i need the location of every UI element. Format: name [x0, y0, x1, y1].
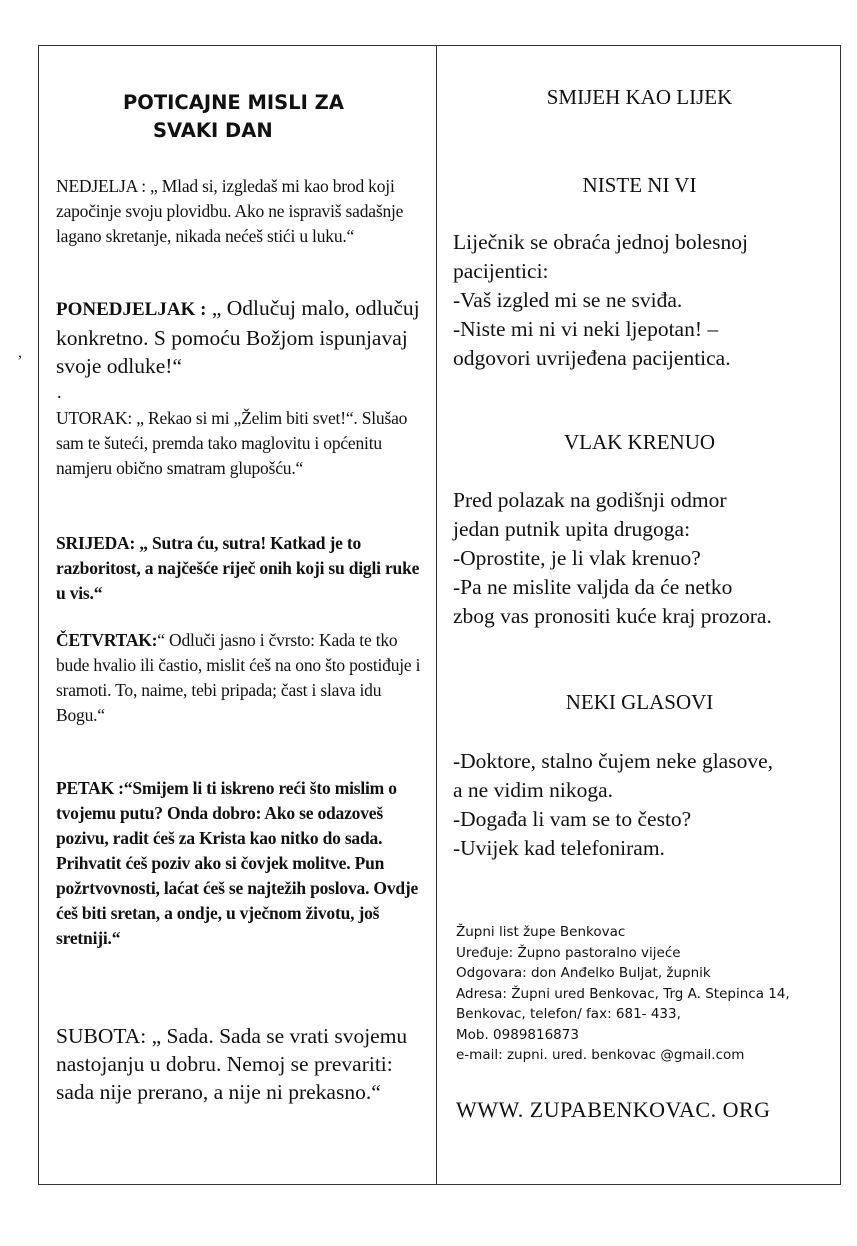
cetvrtak-label: ČETVRTAK: — [56, 630, 158, 650]
left-title-line-1: POTICAJNE MISLI ZA — [123, 91, 344, 114]
left-title-line-2: SVAKI DAN — [153, 119, 273, 142]
joke-2-body — [453, 486, 838, 631]
ponedjeljak-text: „ Odlučuj malo, odlučuj konkretno. S pomoću Božjom ispunjavaj svoje odluke!“ — [56, 296, 420, 378]
joke-2-line: jedan putnik upita drugoga: — [453, 517, 691, 541]
subota-paragraph: SUBOTA: „ Sada. Sada se vrati svojemu nastojanju u dobru. Nemoj se prevariti: sada nije prerano, a nije ni prekasno.“ — [56, 1024, 408, 1104]
nedjelja-paragraph: NEDJELJA : „ Mlad si, izgledaš mi kao brod koji započinje svoju plovidbu. Ako ne ispraviš sadašnje lagano skretanje, nikada nećeš stići u luku.“ — [56, 176, 404, 246]
joke-2-line: Pred polazak na godišnji odmor — [453, 488, 727, 512]
separator-dot: . — [57, 382, 62, 402]
info-line: Župni list župe Benkovac — [456, 924, 626, 940]
joke-1-line: -Vaš izgled mi se ne sviđa. — [453, 288, 683, 312]
info-line: Adresa: Župni ured Benkovac, Trg A. Stepinca 14, — [456, 985, 790, 1002]
joke-3-line: a ne vidim nikoga. — [453, 778, 614, 802]
petak-paragraph: PETAK :“Smijem li ti iskreno reći što mislim o tvojemu putu? Onda dobro: Ako se odazoveš pozivu, radit ćeš za Krista kao nitko do sada. Prihvatit ćeš poziv ako si čovjek molitve. Pun požrtvovnosti, laćat ćeš se najtežih poslova. Ovdje ćeš biti sretan, a ondje, u vječnom životu, još sretniji.“ — [56, 778, 419, 948]
parish-info — [456, 922, 841, 1066]
joke-2-line: -Pa ne mislite valjda da će netko — [453, 575, 733, 599]
ponedjeljak-label: PONEDJELJAK : — [56, 299, 207, 320]
info-line: Benkovac, telefon/ fax: 681- 433, — [456, 1006, 681, 1022]
joke-3-line: -Doktore, stalno čujem neke glasove, — [453, 749, 774, 773]
joke-3-body — [453, 747, 838, 863]
website-url: WWW. ZUPABENKOVAC. ORG — [456, 1097, 771, 1122]
joke-2-heading: VLAK KRENUO — [563, 430, 716, 454]
column-divider — [436, 45, 437, 1185]
joke-3-heading: NEKI GLASOVI — [565, 690, 714, 714]
joke-2-line: zbog vas pronositi kuće kraj prozora. — [453, 604, 772, 628]
stray-mark: , — [18, 344, 22, 361]
joke-2-line: -Oprostite, je li vlak krenuo? — [453, 546, 701, 570]
joke-1-line: Liječnik se obraća jednoj bolesnoj — [453, 230, 748, 254]
joke-3-line: -Događa li vam se to često? — [453, 807, 692, 831]
srijeda-paragraph: SRIJEDA: „ Sutra ću, sutra! Katkad je to razboritost, a najčešće riječ onih koji su digli ruke u vis.“ — [56, 533, 420, 603]
joke-3-line: -Uvijek kad telefoniram. — [453, 836, 665, 860]
info-line: Mob. 0989816873 — [456, 1026, 579, 1043]
joke-1-line: odgovori uvrijeđena pacijentica. — [453, 346, 731, 370]
ponedjeljak-paragraph — [56, 294, 428, 380]
joke-1-heading: NISTE NI VI — [582, 173, 697, 197]
joke-1-body — [453, 228, 838, 373]
joke-1-line: -Niste mi ni vi neki ljepotan! – — [453, 317, 719, 341]
cetvrtak-text: “ Odluči jasno i čvrsto: Kada te tko bude hvalio ili častio, mislit ćeš na ono što postiđuje i sramoti. To, naime, tebi pripada; čast i slava idu Bogu.“ — [56, 630, 421, 725]
right-title: SMIJEH KAO LIJEK — [546, 85, 733, 109]
info-line: e-mail: zupni. ured. benkovac @gmail.com — [456, 1047, 745, 1063]
info-line: Uređuje: Župno pastoralno vijeće — [456, 944, 681, 961]
left-title — [123, 89, 413, 145]
joke-1-line: pacijentici: — [453, 259, 549, 283]
cetvrtak-paragraph — [56, 628, 428, 728]
info-line: Odgovara: don Anđelko Buljat, župnik — [456, 965, 711, 981]
utorak-paragraph: UTORAK: „ Rekao si mi „Želim biti svet!“. Slušao sam te šuteći, premda tako maglovitu i općenitu namjeru obično smatram glupošću.“ — [56, 408, 408, 478]
